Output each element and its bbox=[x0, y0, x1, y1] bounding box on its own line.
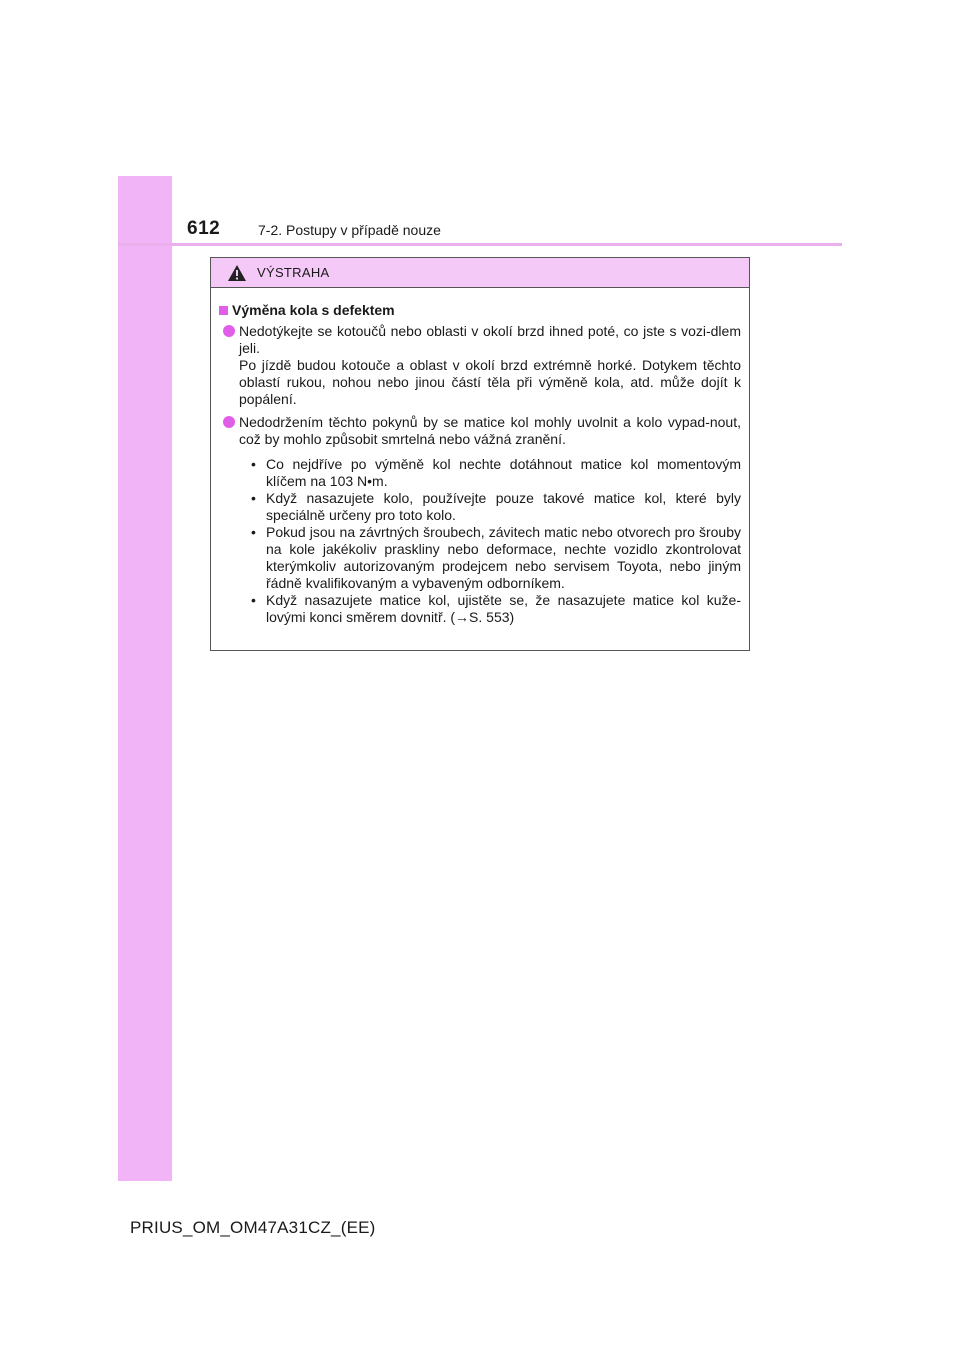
sub-list-item-text: Když nasazujete kolo, používejte pouze takové matice kol, které byly speciálně určeny pro toto kolo. bbox=[266, 490, 741, 523]
sub-list-item bbox=[251, 592, 741, 626]
warning-item-text bbox=[239, 414, 741, 626]
warning-paragraph: Nedotýkejte se kotoučů nebo oblasti v okolí brzd ihned poté, co jste s vozi-dlem jeli. bbox=[239, 323, 741, 356]
page-number: 612 bbox=[187, 218, 221, 239]
warning-heading-text: Výměna kola s defektem bbox=[232, 302, 395, 318]
warning-item-text bbox=[239, 323, 741, 408]
circle-bullet-icon bbox=[223, 325, 235, 337]
circle-bullet-icon bbox=[223, 416, 235, 428]
warning-sub-list bbox=[251, 456, 741, 626]
sub-list-item bbox=[251, 456, 741, 490]
sub-bullet: • bbox=[251, 524, 256, 540]
side-tab-band bbox=[118, 176, 172, 1181]
sub-bullet: • bbox=[251, 456, 256, 472]
warning-item bbox=[219, 323, 741, 408]
sub-bullet: • bbox=[251, 490, 256, 506]
warning-label: VÝSTRAHA bbox=[257, 265, 330, 280]
sub-bullet: • bbox=[251, 592, 256, 608]
sub-list-item-text: Když nasazujete matice kol, ujistěte se, že nasazujete matice kol kuže-lovými konci směrem dovnitř. (→S. 553) bbox=[266, 592, 741, 625]
sub-list-item bbox=[251, 490, 741, 524]
sub-list-item-text: Pokud jsou na závrtných šroubech, závitech matic nebo otvorech pro šrouby na kole jakékoliv praskliny nebo deformace, nechte vozidlo zkontrolovat kterýmkoliv autorizovaným prodejcem nebo servisem Toyota, nebo jiným řádně kvalifikovaným a vybaveným odborníkem. bbox=[266, 524, 741, 591]
warning-header bbox=[211, 258, 749, 288]
header-rule bbox=[118, 243, 842, 246]
warning-box bbox=[210, 257, 750, 651]
sub-list-item bbox=[251, 524, 741, 592]
warning-paragraph: Po jízdě budou kotouče a oblast v okolí brzd extrémně horké. Dotykem těchto oblastí rukou, nohou nebo jinou částí těla při výměně kola, atd. může dojít k popálení. bbox=[239, 357, 741, 407]
square-bullet-icon bbox=[219, 306, 228, 315]
warning-heading bbox=[219, 302, 741, 319]
sub-list-item-text: Co nejdříve po výměně kol nechte dotáhnout matice kol momentovým klíčem na 103 N•m. bbox=[266, 456, 741, 489]
footer-document-code: PRIUS_OM_OM47A31CZ_(EE) bbox=[130, 1218, 376, 1237]
warning-paragraph: Nedodržením těchto pokynů by se matice kol mohly uvolnit a kolo vypad-nout, což by mohlo způsobit smrtelná nebo vážná zranění. bbox=[239, 414, 741, 447]
warning-triangle-icon bbox=[227, 264, 247, 282]
warning-item bbox=[219, 414, 741, 626]
warning-body bbox=[211, 288, 749, 626]
section-title: 7-2. Postupy v případě nouze bbox=[258, 222, 441, 238]
